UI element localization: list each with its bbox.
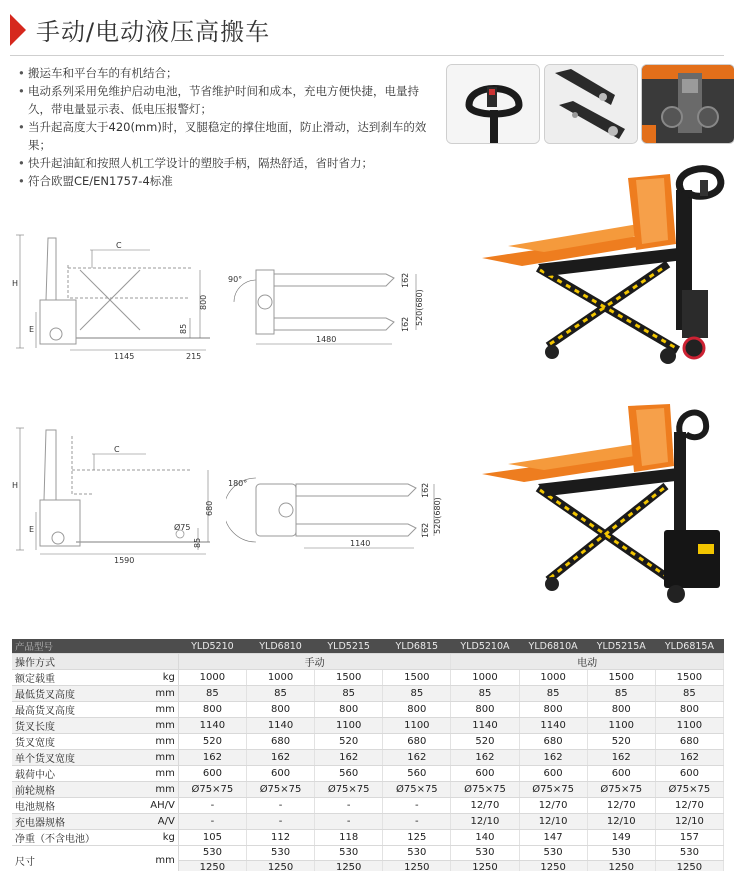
pump-closeup-image	[641, 64, 734, 144]
cell: 1500	[383, 670, 451, 686]
row-unit: kg	[130, 830, 178, 846]
cell: 680	[383, 734, 451, 750]
cell: 85	[519, 686, 587, 702]
cell: 800	[655, 702, 723, 718]
cell: Ø75×75	[246, 782, 314, 798]
cell: 1250	[178, 860, 246, 871]
dim-e: E	[29, 525, 35, 534]
cell: 12/10	[587, 814, 655, 830]
cell: -	[383, 814, 451, 830]
cell: Ø75×75	[451, 782, 519, 798]
cell: 1000	[246, 670, 314, 686]
cell: 600	[178, 766, 246, 782]
cell: 85	[383, 686, 451, 702]
cell: Ø75×75	[315, 782, 383, 798]
cell: 149	[587, 830, 655, 846]
table-row	[12, 734, 724, 750]
cell: 85	[655, 686, 723, 702]
dim-162-bottom: 162	[401, 316, 410, 332]
row-unit: mm	[130, 766, 178, 782]
cell: 600	[519, 766, 587, 782]
cell: 1250	[519, 860, 587, 871]
cell: 1100	[655, 718, 723, 734]
row-label: 净重（不含电池）	[12, 830, 130, 846]
cell: 800	[178, 702, 246, 718]
row-label: 操作方式	[12, 654, 130, 670]
dim-520: 520(680)	[415, 289, 424, 326]
cell: 85	[315, 686, 383, 702]
cell: 600	[246, 766, 314, 782]
cell: 12/70	[655, 798, 723, 814]
cell: 1140	[178, 718, 246, 734]
row-label: 充电器规格	[12, 814, 130, 830]
cell: 1140	[519, 718, 587, 734]
cell: 125	[383, 830, 451, 846]
dim-angle: 180°	[228, 479, 248, 488]
cell: 680	[246, 734, 314, 750]
feature-item: • 电动系列采用免维护启动电池，节省维护时间和成本，充电方便快捷，电量持久，带电量显示表、低电压报警灯；	[18, 82, 438, 118]
mode-manual: 手动	[178, 654, 451, 670]
cell: -	[178, 798, 246, 814]
feature-item: • 快升起油缸和按照人机工学设计的塑胶手柄，隔热舒适，省时省力；	[18, 154, 438, 172]
mode-electric: 电动	[451, 654, 724, 670]
row-unit: mm	[130, 846, 178, 871]
cell: 162	[178, 750, 246, 766]
dim-800: 800	[199, 294, 208, 310]
cell: 560	[315, 766, 383, 782]
cell: 800	[587, 702, 655, 718]
cell: 530	[246, 846, 314, 861]
title-bar	[0, 0, 734, 58]
dim-angle: 90°	[228, 275, 243, 284]
cell: 520	[587, 734, 655, 750]
cell: 1250	[383, 860, 451, 871]
row-unit: kg	[130, 670, 178, 686]
cell: 1100	[315, 718, 383, 734]
dim-215: 215	[186, 352, 202, 361]
row-unit: mm	[130, 718, 178, 734]
dim-1590: 1590	[114, 556, 135, 565]
dim-85: 85	[193, 537, 202, 548]
cell: 1500	[315, 670, 383, 686]
feature-list	[18, 64, 438, 190]
table-row	[12, 846, 724, 861]
cell: 1140	[246, 718, 314, 734]
dim-520: 520(680)	[433, 497, 442, 534]
cell: -	[246, 798, 314, 814]
model-header: YLD6815	[383, 639, 451, 654]
table-header-row	[12, 639, 724, 654]
electric-top-view-diagram	[226, 470, 448, 562]
cell: 1100	[587, 718, 655, 734]
cell: 520	[315, 734, 383, 750]
cell: 1500	[655, 670, 723, 686]
cell: 12/70	[451, 798, 519, 814]
row-label: 单个货叉宽度	[12, 750, 130, 766]
cell: 800	[451, 702, 519, 718]
cell: 1250	[451, 860, 519, 871]
cell: 800	[519, 702, 587, 718]
row-unit: mm	[130, 702, 178, 718]
cell: 1000	[178, 670, 246, 686]
fork-closeup-image	[544, 64, 638, 144]
model-header: YLD5210	[178, 639, 246, 654]
row-label: 货叉长度	[12, 718, 130, 734]
cell: -	[383, 798, 451, 814]
row-label: 最低货叉高度	[12, 686, 130, 702]
model-header: YLD6815A	[655, 639, 723, 654]
row-label: 尺寸	[12, 846, 130, 871]
model-header: YLD5215A	[587, 639, 655, 654]
cell: 12/70	[519, 798, 587, 814]
cell: 85	[246, 686, 314, 702]
cell: 1100	[383, 718, 451, 734]
dim-162-top: 162	[421, 482, 430, 498]
cell: 1000	[451, 670, 519, 686]
spec-rows	[12, 670, 724, 846]
cell: 680	[519, 734, 587, 750]
row-label: 最高货叉高度	[12, 702, 130, 718]
cell: 12/10	[451, 814, 519, 830]
table-row	[12, 750, 724, 766]
cell: Ø75×75	[178, 782, 246, 798]
cell: 530	[587, 846, 655, 861]
cell: 1250	[315, 860, 383, 871]
cell: 118	[315, 830, 383, 846]
cell: 1500	[587, 670, 655, 686]
cell: 530	[655, 846, 723, 861]
cell: Ø75×75	[587, 782, 655, 798]
electric-truck-photo	[478, 404, 728, 610]
cell: 600	[655, 766, 723, 782]
cell: 85	[451, 686, 519, 702]
manual-top-view-diagram	[226, 262, 448, 354]
cell: 800	[246, 702, 314, 718]
cell: 1140	[451, 718, 519, 734]
dim-162-bottom: 162	[421, 522, 430, 538]
cell: 800	[315, 702, 383, 718]
row-label: 电池规格	[12, 798, 130, 814]
cell: 1250	[655, 860, 723, 871]
dim-h: H	[12, 279, 19, 288]
cell: 85	[587, 686, 655, 702]
table-row	[12, 718, 724, 734]
dim-1480: 1480	[316, 335, 337, 344]
cell: 12/10	[519, 814, 587, 830]
cell: 105	[178, 830, 246, 846]
header-label: 产品型号	[12, 639, 178, 654]
table-row	[12, 798, 724, 814]
cell: 530	[383, 846, 451, 861]
row-label: 前轮规格	[12, 782, 130, 798]
title-arrow-icon	[10, 14, 26, 46]
dim-1145: 1145	[114, 352, 135, 361]
cell: 530	[451, 846, 519, 861]
cell: 800	[383, 702, 451, 718]
cell: 112	[246, 830, 314, 846]
cell: 520	[451, 734, 519, 750]
row-unit: AH/V	[130, 798, 178, 814]
cell: 530	[315, 846, 383, 861]
row-unit: A/V	[130, 814, 178, 830]
cell: 560	[383, 766, 451, 782]
feature-item: • 搬运车和平台车的有机结合；	[18, 64, 438, 82]
table-row	[12, 670, 724, 686]
cell: 162	[655, 750, 723, 766]
dim-85: 85	[179, 323, 188, 334]
manual-side-view-diagram	[10, 230, 220, 362]
cell: 12/10	[655, 814, 723, 830]
cell: 600	[587, 766, 655, 782]
cell: 1250	[246, 860, 314, 871]
dim-75: Ø75	[174, 523, 191, 532]
row-unit: mm	[130, 734, 178, 750]
cell: -	[315, 814, 383, 830]
table-row	[12, 782, 724, 798]
feature-item: • 符合欧盟CE/EN1757-4标准	[18, 172, 438, 190]
cell: 162	[587, 750, 655, 766]
feature-item: • 当升起高度大于420(mm)时，叉腿稳定的撑住地面，防止滑动，达到刹车的效果；	[18, 118, 438, 154]
cell: 520	[178, 734, 246, 750]
cell: -	[315, 798, 383, 814]
row-label: 货叉宽度	[12, 734, 130, 750]
cell: 1000	[519, 670, 587, 686]
dim-e: E	[29, 325, 35, 334]
electric-side-view-diagram	[10, 424, 220, 566]
cell: Ø75×75	[519, 782, 587, 798]
cell: 162	[315, 750, 383, 766]
cell: 1250	[587, 860, 655, 871]
dim-162-top: 162	[401, 272, 410, 288]
cell: 530	[178, 846, 246, 861]
model-header: YLD6810A	[519, 639, 587, 654]
cell: -	[178, 814, 246, 830]
row-label: 载荷中心	[12, 766, 130, 782]
row-unit: mm	[130, 750, 178, 766]
title-divider	[10, 55, 724, 56]
row-label: 额定载重	[12, 670, 130, 686]
table-row	[12, 686, 724, 702]
cell: 147	[519, 830, 587, 846]
dim-h: H	[12, 481, 19, 490]
cell: 162	[451, 750, 519, 766]
cell: 162	[246, 750, 314, 766]
page-title: 手动/电动液压高搬车	[36, 18, 271, 46]
cell: 600	[451, 766, 519, 782]
cell: 85	[178, 686, 246, 702]
cell: -	[246, 814, 314, 830]
cell: 12/70	[587, 798, 655, 814]
cell: 162	[519, 750, 587, 766]
manual-truck-photo	[478, 160, 728, 382]
model-header: YLD6810	[246, 639, 314, 654]
model-header: YLD5210A	[451, 639, 519, 654]
spec-table	[12, 639, 724, 871]
table-row	[12, 702, 724, 718]
row-unit: mm	[130, 782, 178, 798]
dim-c: C	[116, 241, 122, 250]
cell: 140	[451, 830, 519, 846]
table-row	[12, 814, 724, 830]
cell: Ø75×75	[655, 782, 723, 798]
row-unit: mm	[130, 686, 178, 702]
handle-closeup-image	[446, 64, 540, 144]
cell: 680	[655, 734, 723, 750]
table-row	[12, 654, 724, 670]
cell: 530	[519, 846, 587, 861]
dim-680: 680	[205, 500, 214, 516]
dim-c: C	[114, 445, 120, 454]
cell: 157	[655, 830, 723, 846]
table-row	[12, 830, 724, 846]
cell: 162	[383, 750, 451, 766]
model-header: YLD5215	[315, 639, 383, 654]
cell: Ø75×75	[383, 782, 451, 798]
dim-1140: 1140	[350, 539, 371, 548]
table-row	[12, 766, 724, 782]
